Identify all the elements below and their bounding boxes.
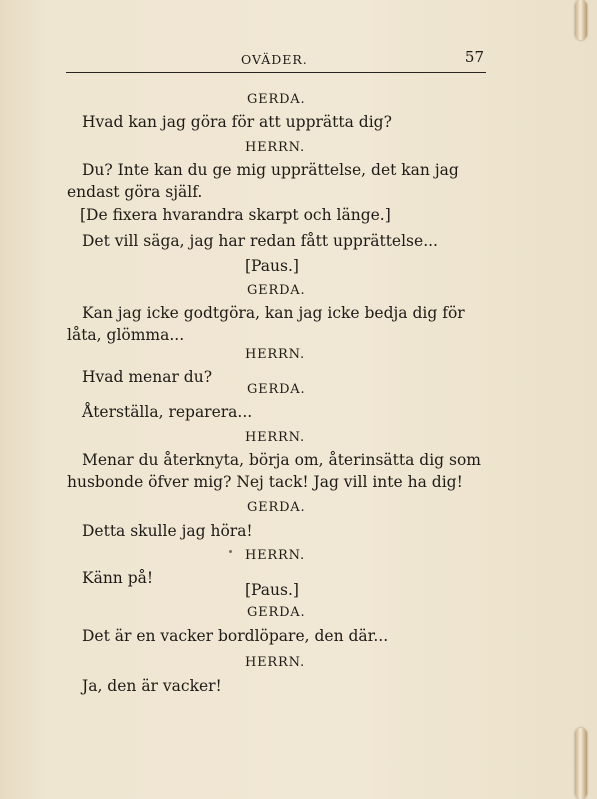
dialogue-line: endast göra själf. — [67, 183, 203, 201]
dialogue-line: Hvad menar du? — [82, 368, 213, 386]
dialogue-line: Du? Inte kan du ge mig upprättelse, det kan jag — [82, 161, 459, 179]
stage-direction: [De fixera hvarandra skarpt och länge.] — [80, 206, 391, 224]
dialogue-line: Detta skulle jag höra! — [82, 522, 253, 540]
speaker-line: HERRN. — [245, 655, 305, 670]
speaker-line: HERRN. — [245, 140, 305, 155]
speaker-line: HERRN. — [245, 430, 305, 445]
dialogue-line: Känn på! — [82, 569, 154, 587]
ink-speck — [229, 550, 232, 553]
speaker-line: HERRN. — [245, 347, 305, 362]
dialogue-line: Det vill säga, jag har redan fått upprättelse... — [82, 232, 438, 250]
page-number: 57 — [464, 48, 484, 66]
dialogue-line: låta, glömma... — [67, 326, 185, 344]
dialogue-line: Återställa, reparera... — [82, 403, 253, 421]
dialogue-line: Menar du återknyta, börja om, återinsätta dig som — [82, 451, 481, 469]
stage-direction: [Paus.] — [245, 581, 299, 599]
dialogue-line: Kan jag icke godtgöra, kan jag icke bedja dig för — [82, 304, 465, 322]
speaker-line: GERDA. — [247, 382, 306, 397]
dialogue-line: Ja, den är vacker! — [82, 677, 222, 695]
speaker-line: GERDA. — [247, 92, 306, 107]
dialogue-line: Hvad kan jag göra för att upprätta dig? — [82, 113, 392, 131]
stage-direction: [Paus.] — [245, 257, 299, 275]
speaker-line: HERRN. — [245, 548, 305, 563]
speaker-line: GERDA. — [247, 605, 306, 620]
dialogue-line: husbonde öfver mig? Nej tack! Jag vill inte ha dig! — [67, 473, 463, 491]
running-title: OVÄDER. — [241, 52, 308, 67]
speaker-line: GERDA. — [247, 283, 306, 298]
speaker-line: GERDA. — [247, 500, 306, 515]
dialogue-line: Det är en vacker bordlöpare, den där... — [82, 627, 389, 645]
